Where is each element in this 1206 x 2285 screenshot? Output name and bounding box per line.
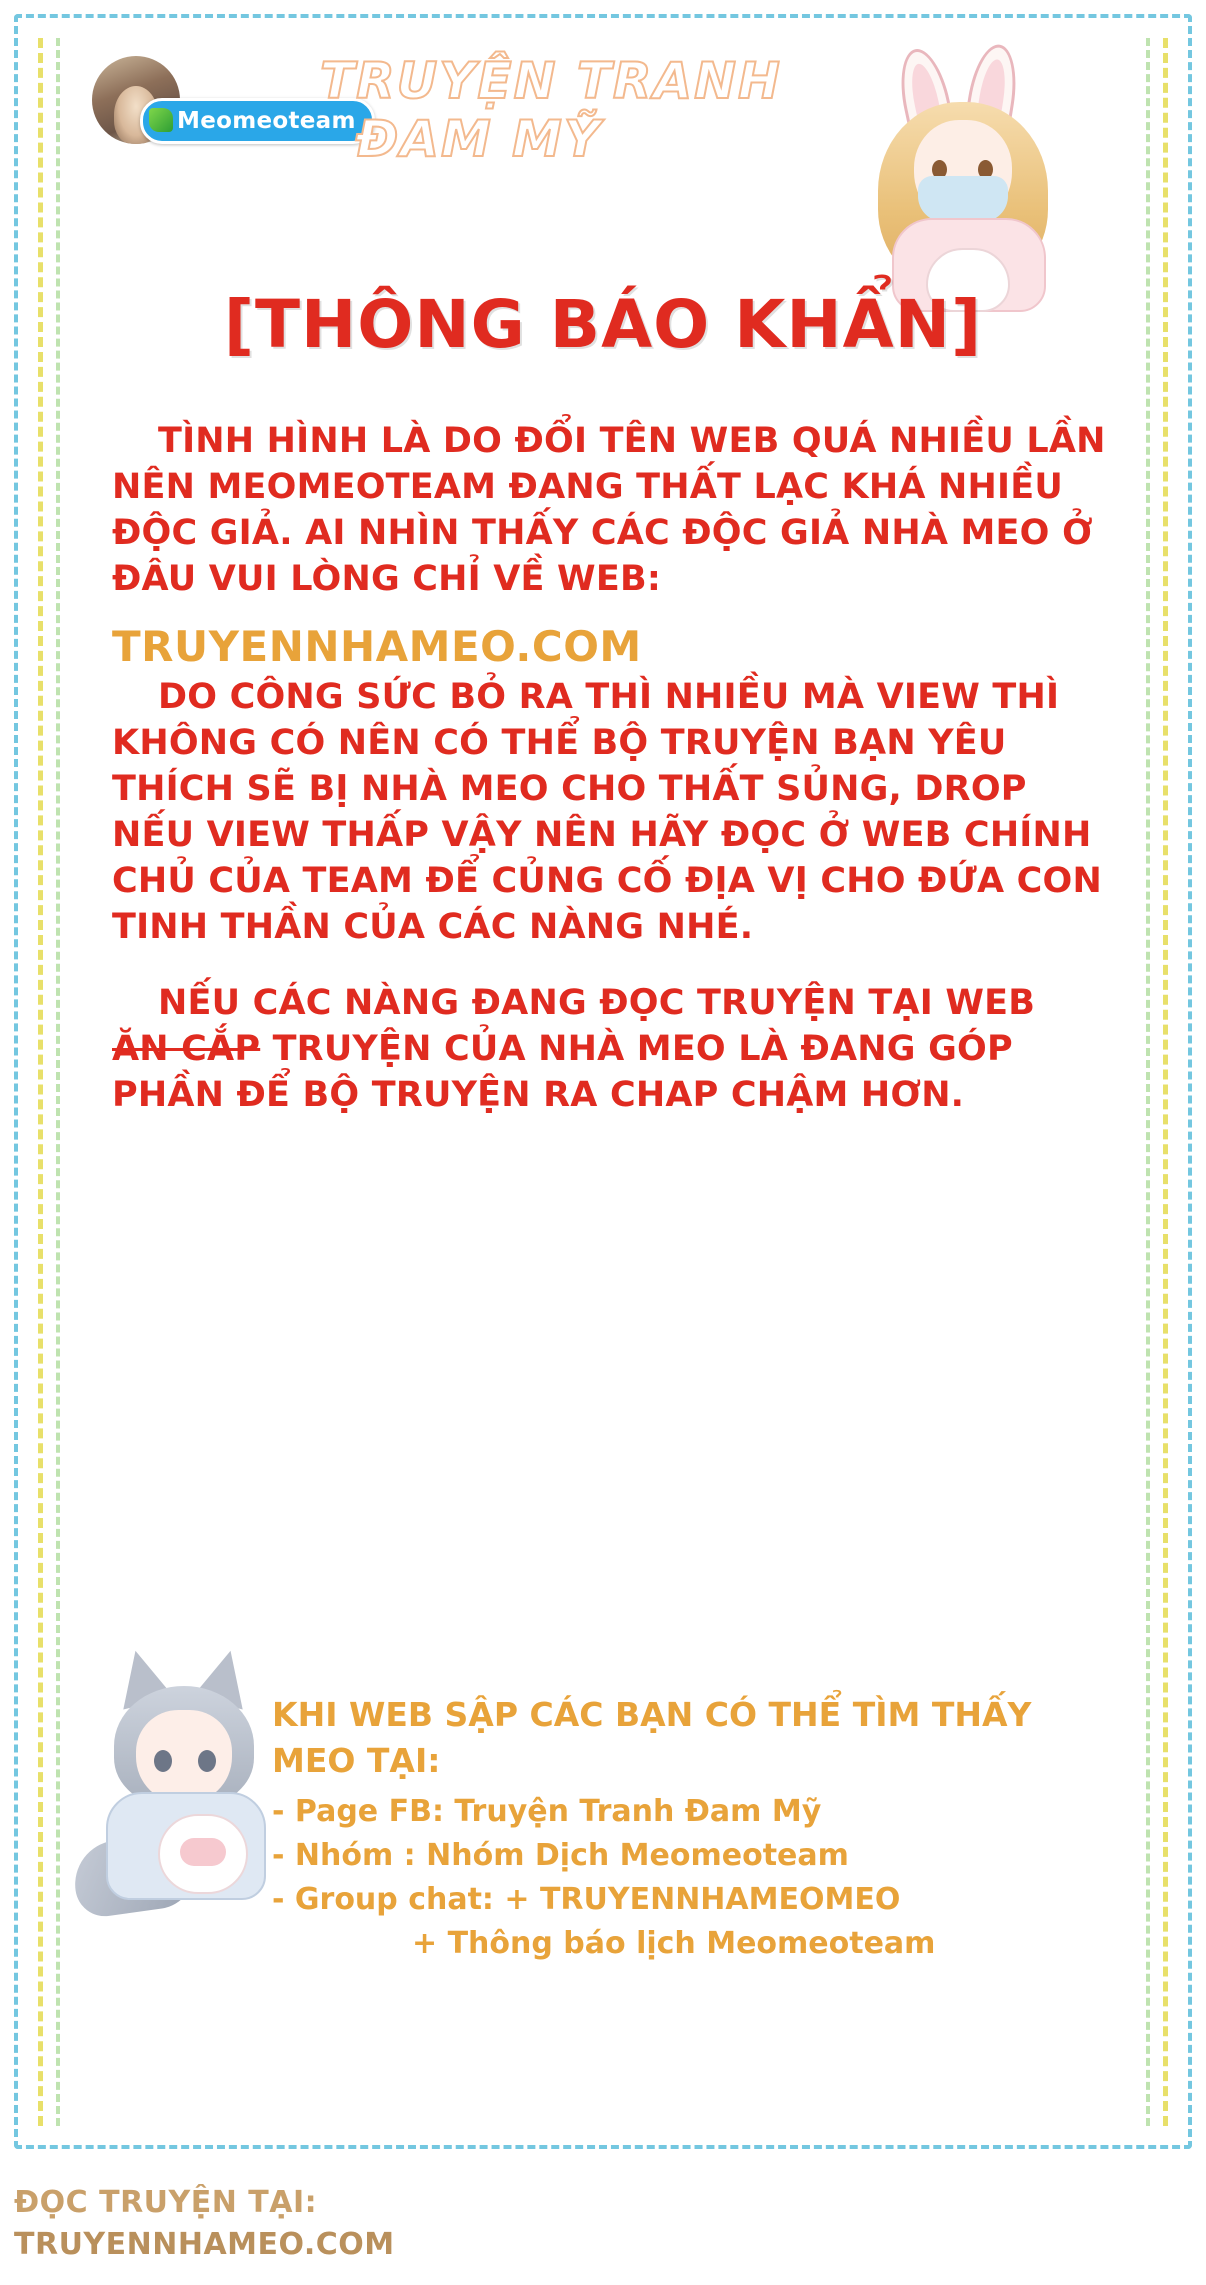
contact-lead: KHI WEB SẬP CÁC BẠN CÓ THỂ TÌM THẤY MEO TẠI: (272, 1695, 1032, 1780)
contact-item-group-chat[interactable]: - Group chat: + TRUYENNHAMEOMEO (272, 1882, 901, 1917)
body-paragraph-3 (112, 1026, 1112, 1118)
body-paragraph-3-rest: TRUYỆN CỦA NHÀ MEO LÀ ĐANG GÓP PHẦN ĐỂ BỘ TRUYỆN RA CHAP CHẬM HƠN. (112, 1029, 1013, 1115)
announcement-headline: [THÔNG BÁO KHẨN] (223, 286, 983, 363)
title-line-1: TRUYỆN TRANH (320, 52, 782, 110)
body-paragraph-3-lead: NẾU CÁC NÀNG ĐANG ĐỌC TRUYỆN TẠI WEB (158, 983, 1036, 1023)
website-link[interactable]: TRUYENNHAMEO.COM (112, 622, 642, 671)
contact-item-schedule[interactable]: + Thông báo lịch Meomeoteam (412, 1926, 936, 1961)
team-name-label: Meomeoteam (177, 108, 356, 134)
wolf-eye-left (154, 1750, 172, 1772)
contact-block (272, 1692, 1112, 1966)
team-badge (92, 56, 356, 152)
contact-list (272, 1790, 1112, 1966)
header (70, 34, 1120, 294)
contact-item-fb-page[interactable]: - Page FB: Truyện Tranh Đam Mỹ (272, 1794, 822, 1829)
bunny-face-mask (918, 176, 1008, 222)
announcement-body (112, 418, 1112, 1118)
title-line-2: ĐAM MỸ (356, 110, 603, 168)
paragraph-spacer (112, 950, 1112, 980)
wolf-eye-right (198, 1750, 216, 1772)
body-paragraph-2: DO CÔNG SỨC BỎ RA THÌ NHIỀU MÀ VIEW THÌ KHÔNG CÓ NÊN CÓ THỂ BỘ TRUYỆN BẠN YÊU THÍCH SẼ BỊ NHÀ MEO CHO THẤT SỦNG, DROP NẾU VIEW THẤP VẬY NÊN HÃY ĐỌC Ở WEB CHÍNH CHỦ CỦA TEAM ĐỂ CỦNG CỐ ĐỊA VỊ CHO ĐỨA CON TINH THẦN CỦA CÁC NÀNG NHÉ. (112, 677, 1103, 947)
strikethrough-text: ĂN CẮP (112, 1029, 261, 1069)
body-paragraph-1: TÌNH HÌNH LÀ DO ĐỔI TÊN WEB QUÁ NHIỀU LẦN NÊN MEOMEOTEAM ĐANG THẤT LẠC KHÁ NHIỀU ĐỘC GIẢ. AI NHÌN THẤY CÁC ĐỘC GIẢ NHÀ MEO Ở ĐÂU VUI LÒNG CHỈ VỀ WEB: (112, 421, 1106, 599)
footer-line-2[interactable]: TRUYENNHAMEO.COM (14, 2227, 395, 2262)
page-title (320, 52, 840, 168)
leaf-icon (149, 108, 173, 132)
wolf-face (136, 1710, 232, 1804)
footer-line-1: ĐỌC TRUYỆN TẠI: (14, 2185, 318, 2220)
wolf-plush-toy (158, 1814, 248, 1894)
bunny-girl-illustration (840, 42, 1090, 312)
contact-item-group[interactable]: - Nhóm : Nhóm Dịch Meomeoteam (272, 1838, 849, 1873)
footer (14, 2182, 614, 2266)
